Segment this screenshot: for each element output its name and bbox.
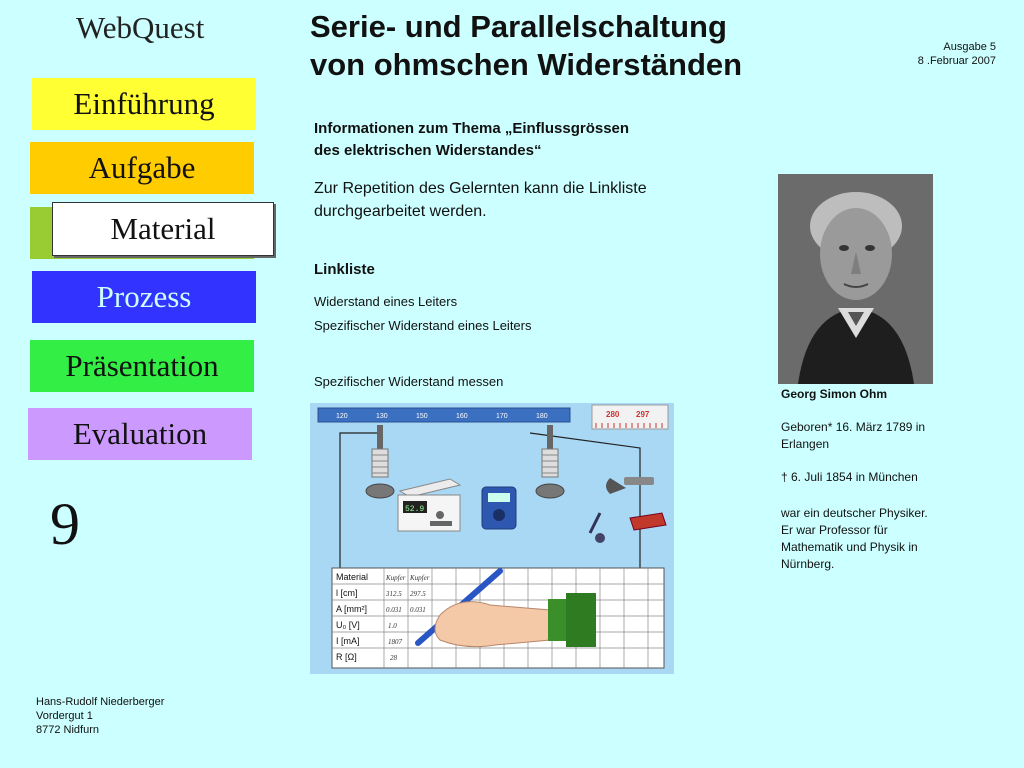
ohm-born	[781, 419, 961, 453]
small-ruler-value: 297	[636, 410, 650, 419]
table-row-label: Material	[336, 572, 369, 582]
nav-material-button[interactable]: Material	[52, 202, 274, 256]
issue-info	[918, 40, 996, 68]
repetition-text	[314, 177, 754, 223]
info-heading-line1: Informationen zum Thema „Einflussgrössen	[314, 120, 630, 137]
table-col-header: Kupfer	[410, 574, 430, 582]
issue-date: 8 .Februar 2007	[917, 55, 996, 67]
ohm-desc-line4: Nürnberg.	[781, 557, 835, 571]
repetition-line1: Zur Repetition des Gelernten kann die Linkliste	[314, 180, 647, 197]
page-title-line2: von ohmschen Widerständen	[310, 47, 743, 82]
site-title: WebQuest	[76, 10, 205, 45]
table-cell: 0.031	[386, 606, 402, 614]
link-widerstand-leiter[interactable]: Widerstand eines Leiters	[314, 294, 458, 309]
ruler-tick: 130	[376, 413, 388, 420]
table-cell: 28	[390, 654, 397, 662]
author-address	[36, 695, 164, 737]
meter-display: 52.9	[405, 505, 425, 514]
link-spezifischer-widerstand[interactable]: Spezifischer Widerstand eines Leiters	[314, 318, 532, 333]
ohm-description	[781, 505, 961, 573]
table-cell: 297.5	[410, 590, 426, 598]
table-col-header: Kupfer	[386, 574, 406, 582]
ruler-tick: 180	[536, 413, 548, 420]
link-widerstand-messen[interactable]: Spezifischer Widerstand messen	[314, 374, 504, 389]
nav-praesentation-button[interactable]: Präsentation	[30, 340, 254, 392]
table-row-label: A [mm²]	[336, 604, 367, 614]
author-street: Vordergut 1	[36, 710, 93, 722]
author-name: Hans-Rudolf Niederberger	[36, 696, 165, 708]
ruler-tick: 160	[456, 413, 468, 420]
nav-aufgabe-button[interactable]: Aufgabe	[30, 142, 254, 194]
author-city: 8772 Nidfurn	[36, 724, 99, 736]
table-row-label: l [cm]	[336, 588, 358, 598]
ruler-tick: 150	[416, 413, 428, 420]
page-title-line1: Serie- und Parallelschaltung	[310, 9, 727, 44]
info-heading	[314, 118, 754, 162]
ohm-name: Georg Simon Ohm	[781, 387, 888, 401]
page-number: 9	[50, 491, 80, 557]
table-cell: 0.031	[410, 606, 426, 614]
repetition-line2: durchgearbeitet werden.	[314, 203, 487, 220]
ohm-died: † 6. Juli 1854 in München	[781, 470, 918, 484]
ohm-portrait	[778, 174, 933, 384]
nav-evaluation-button[interactable]: Evaluation	[28, 408, 252, 460]
ohm-desc-line3: Mathematik und Physik in	[781, 540, 918, 554]
table-cell: 312.5	[386, 590, 402, 598]
nav-prozess-button[interactable]: Prozess	[32, 271, 256, 323]
table-row-label: I [mA]	[336, 636, 360, 646]
table-cell: 1807	[388, 638, 402, 646]
linkliste-title: Linkliste	[314, 261, 375, 278]
small-ruler-value: 280	[606, 410, 620, 419]
ohm-desc-line1: war ein deutscher Physiker.	[781, 506, 928, 520]
issue-number: Ausgabe 5	[943, 41, 996, 53]
ohm-born-line1: Geboren* 16. März 1789 in	[781, 420, 926, 434]
table-row-label: U₀ [V]	[336, 620, 360, 630]
ohm-desc-line2: Er war Professor für	[781, 523, 888, 537]
ohm-born-line2: Erlangen	[781, 437, 830, 451]
table-cell: 1.0	[388, 622, 397, 630]
nav-einfuehrung-button[interactable]: Einführung	[32, 78, 256, 130]
info-heading-line2: des elektrischen Widerstandes“	[314, 142, 542, 159]
ruler-tick: 120	[336, 413, 348, 420]
lab-illustration	[310, 403, 674, 674]
page-title	[310, 8, 742, 84]
table-row-label: R [Ω]	[336, 652, 357, 662]
ruler-tick: 170	[496, 413, 508, 420]
